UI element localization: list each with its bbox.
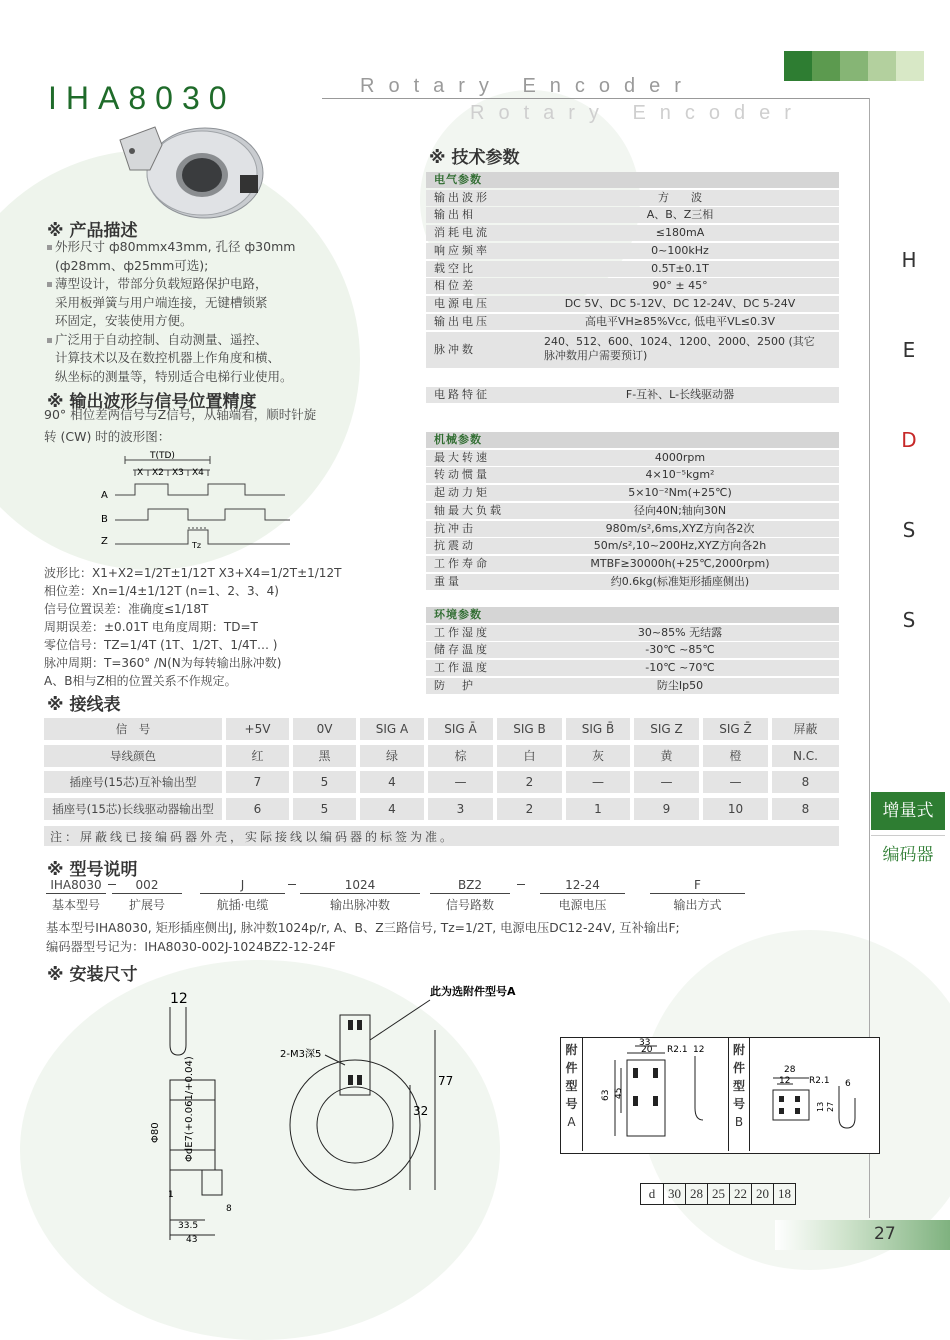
spec-row <box>426 521 839 537</box>
spec-value: -10℃ ~70℃ <box>645 661 715 675</box>
desc-line: 广泛用于自动控制、自动测量、遥控、 <box>47 331 407 350</box>
bullet-icon <box>47 245 52 250</box>
dim-12: 12 <box>693 1045 705 1055</box>
dim-r2-1: R2.1 <box>809 1076 830 1086</box>
model-label: 输出方式 <box>673 898 722 912</box>
note-line: 脉冲周期：T=360° /N(N为每转输出脉冲数) <box>44 656 282 670</box>
wiring-header-cell: SIG Z̄ <box>703 718 768 740</box>
spec-row <box>426 225 839 241</box>
model-dash <box>288 884 296 885</box>
note-line: 信号位置误差：准确度≤1/18T <box>44 602 209 616</box>
wave-label-A: A <box>101 490 108 501</box>
spec-row <box>426 642 839 658</box>
spec-value: ≤180mA <box>655 226 705 240</box>
wiring-cell: 6 <box>226 798 289 820</box>
wiring-note: 注：屏蔽线已接编码器外壳，实际接线以编码器的标签为准。 <box>50 830 456 844</box>
dim-13: 13 <box>816 1101 825 1112</box>
spec-key: 电源电压 <box>434 296 490 310</box>
wiring-header-cell: SIG Ā <box>428 718 493 740</box>
model-dash <box>517 884 525 885</box>
wave-label-X: X <box>137 468 144 478</box>
model-code: IHA8030 <box>46 878 106 894</box>
page-title: IHA8030 <box>48 80 236 116</box>
spec-value: 径向40N;轴向30N <box>633 503 727 517</box>
model-code: F <box>650 878 745 894</box>
desc-line: (ф28mm、ф25mm可选); <box>55 257 209 273</box>
spec-key: 响应频率 <box>434 243 490 257</box>
model-code: BZ2 <box>430 878 510 894</box>
dim-33-5: 33.5 <box>178 1221 199 1231</box>
dim-m3: 2-M3深5 <box>280 1049 322 1060</box>
wiring-header-cell: 0V <box>293 718 356 740</box>
note-line: 零位信号：TZ=1/4T (1T、1/2T、1/4T… ) <box>44 638 278 652</box>
model-example-1: 基本型号IHA8030, 矩形插座侧出J, 脉冲数1024p/r, A、B、Z三路信号, Tz=1/2T, 电源电压DC12-24V, 互补输出F; <box>46 921 680 935</box>
wiring-cell: 8 <box>772 771 839 793</box>
spec-value: 240、512、600、1024、1200、2000、2500 (其它 脉冲数用户需要预订) <box>544 335 815 363</box>
accessory-a-label: 附 件 型 号 A <box>561 1038 583 1151</box>
header-rule <box>322 98 870 99</box>
wiring-cell: N.C. <box>772 745 839 767</box>
spec-row <box>426 207 839 223</box>
header-color-bar <box>784 51 924 81</box>
bore-size-table <box>640 1183 796 1205</box>
page-number-bar <box>775 1220 950 1250</box>
spec-value: 90° ± 45° <box>652 279 708 293</box>
dim-1: 1 <box>168 1190 174 1200</box>
spec-head-environment <box>426 607 839 623</box>
dim-12: 12 <box>170 991 188 1007</box>
note-line: 相位差：Xn=1/4±1/12T (n=1、2、3、4) <box>44 584 279 598</box>
model-code: 12-24 <box>540 878 625 894</box>
wiring-cell: — <box>703 771 768 793</box>
spec-key: 轴最大负载 <box>434 503 504 517</box>
spec-row <box>426 450 839 466</box>
wiring-cell: 9 <box>634 798 699 820</box>
wiring-cell: — <box>428 771 493 793</box>
desc-line: 环固定，安装使用方便。 <box>55 313 193 328</box>
side-tab-encoder[interactable]: 编码器 <box>871 835 945 874</box>
dim-6: 6 <box>845 1079 851 1089</box>
wiring-cell: 插座号(15芯)长线驱动器输出型 <box>44 798 222 820</box>
spec-value: A、B、Z三相 <box>646 208 714 222</box>
desc-line: 外形尺寸 ф80mmx43mm, 孔径 ф30mm <box>47 238 407 257</box>
desc-line: 薄型设计，带部分负载短路保护电路， <box>47 275 407 294</box>
spec-row <box>426 296 839 312</box>
wiring-cell: 4 <box>360 771 424 793</box>
spec-value: F-互补、L-长线驱动器 <box>625 388 735 401</box>
model-code: 002 <box>112 878 182 894</box>
model-label: 扩展号 <box>128 898 165 912</box>
wiring-cell: 绿 <box>360 745 424 767</box>
bore-size-cell: 28 <box>685 1184 707 1204</box>
model-label: 电源电压 <box>558 898 607 912</box>
page-number: 27 <box>874 1224 896 1244</box>
dim-77: 77 <box>438 1074 454 1088</box>
spec-value: 4000rpm <box>654 450 706 464</box>
spec-key: 工作温度 <box>434 661 490 675</box>
spec-key: 脉冲数 <box>434 343 476 357</box>
spec-value: 980m/s²,6ms,XYZ方向各2次 <box>605 521 755 535</box>
spec-row <box>426 190 839 206</box>
spec-group-label: 环境参数 <box>434 608 482 621</box>
waveform-intro: 90° 相位差两信号与Z信号，从轴端看，顺时针旋 转 (CW) 时的波形图： <box>44 407 317 444</box>
model-dash <box>108 884 116 885</box>
spec-key: 载空比 <box>434 261 476 275</box>
wiring-cell: 7 <box>226 771 289 793</box>
desc-line: 纵坐标的测量等，特别适合电梯行业使用。 <box>55 368 293 384</box>
spec-row <box>426 261 839 277</box>
spec-row <box>426 485 839 501</box>
spec-group-label: 机械参数 <box>434 433 482 446</box>
spec-group-label: 电气参数 <box>434 173 482 186</box>
spec-key: 抗冲击 <box>434 521 476 535</box>
spec-value: 50m/s²,10~200Hz,XYZ方向各2h <box>593 539 767 553</box>
spec-row <box>426 625 839 641</box>
wiring-cell: — <box>634 771 699 793</box>
wiring-header-cell: 信 号 <box>44 718 222 740</box>
wiring-cell: 灰 <box>566 745 630 767</box>
spec-row <box>426 278 839 294</box>
wiring-header-cell: SIG Z <box>634 718 699 740</box>
dim-r2-1: R2.1 <box>667 1045 688 1055</box>
spec-row <box>426 660 839 676</box>
dim-12: 12 <box>779 1076 791 1086</box>
dim-32: 32 <box>413 1104 429 1118</box>
bullet-icon <box>47 338 52 343</box>
spec-value: 30~85% 无结露 <box>637 625 723 639</box>
bore-size-cell: 18 <box>773 1184 795 1204</box>
dim-phidE7: ΦdE7(+0.061/+0.04) <box>184 1056 195 1162</box>
wiring-cell: 10 <box>703 798 768 820</box>
spec-key: 电路特征 <box>434 388 490 401</box>
waveform-notes <box>44 564 414 690</box>
spec-key: 工作湿度 <box>434 625 490 639</box>
wiring-header-cell: SIG B̄ <box>566 718 630 740</box>
wiring-header-cell: SIG B <box>497 718 562 740</box>
spec-row <box>426 538 839 554</box>
wiring-cell: 插座号(15芯)互补输出型 <box>44 771 222 793</box>
wiring-cell: 棕 <box>428 745 493 767</box>
side-nav-letter-h[interactable]: H <box>901 248 917 272</box>
side-nav-letter-e[interactable]: E <box>902 338 916 362</box>
waveform-section-title: ※ 输出波形与信号位置精度 <box>47 392 257 412</box>
model-label: 基本型号 <box>51 898 100 912</box>
spec-key: 输出相 <box>434 208 476 222</box>
product-photo <box>110 115 270 220</box>
spec-key: 输出电压 <box>434 314 490 328</box>
spec-value: 5×10⁻²Nm(+25℃) <box>628 486 732 500</box>
dim-27: 27 <box>826 1101 835 1112</box>
spec-value: 约0.6kg(标准矩形插座侧出) <box>610 574 750 588</box>
wiring-cell: 5 <box>293 798 356 820</box>
subtitle-shadow: Rotary Encoder <box>470 102 805 124</box>
spec-row <box>426 556 839 572</box>
spec-key: 起动力矩 <box>434 486 490 500</box>
specs-section-title: ※ 技术参数 <box>429 148 520 168</box>
spec-value: 4×10⁻⁵kgm² <box>645 468 715 482</box>
attach-label: 此为选附件型号A <box>430 985 516 998</box>
wave-label-X4: X4 <box>192 468 204 478</box>
dim-8: 8 <box>226 1204 232 1214</box>
wave-label-B: B <box>101 514 108 525</box>
spec-key: 储存温度 <box>434 643 490 657</box>
desc-line: 计算技术以及在数控机器上作角度和横、 <box>55 350 281 365</box>
wave-label-X3: X3 <box>172 468 184 478</box>
spec-value: MTBF≥30000h(+25℃,2000rpm) <box>590 556 770 570</box>
wiring-cell: 8 <box>772 798 839 820</box>
spec-key: 抗震动 <box>434 539 476 553</box>
side-nav-letter-s[interactable]: S <box>902 608 916 632</box>
wiring-cell: 2 <box>497 798 562 820</box>
spec-key: 防 护 <box>434 678 476 692</box>
spec-head-electrical <box>426 172 839 188</box>
side-nav-letter-s[interactable]: S <box>902 518 916 542</box>
install-drawing-side <box>130 985 250 1245</box>
spec-key: 相位差 <box>434 279 476 293</box>
spec-row <box>426 678 839 694</box>
accessory-a-drawing <box>585 1038 725 1150</box>
model-label: 航插·电缆 <box>216 898 269 912</box>
bore-size-cell: 25 <box>707 1184 729 1204</box>
model-section-title: ※ 型号说明 <box>47 860 138 880</box>
spec-value: DC 5V、DC 5-12V、DC 12-24V、DC 5-24V <box>564 296 796 310</box>
wiring-cell: 3 <box>428 798 493 820</box>
wiring-cell: 橙 <box>703 745 768 767</box>
bore-size-cell: 22 <box>729 1184 751 1204</box>
note-line: 波形比：X1+X2=1/2T±1/12T X3+X4=1/2T±1/12T <box>44 566 342 580</box>
spec-key: 消耗电流 <box>434 226 490 240</box>
spec-key: 输出波形 <box>434 190 490 204</box>
note-line: A、B相与Z相的位置关系不作规定。 <box>44 674 237 688</box>
wiring-cell: 导线颜色 <box>44 745 222 767</box>
model-example-2: 编码器型号记为：IHA8030-002J-1024BZ2-12-24F <box>46 940 336 954</box>
bullet-icon <box>47 282 52 287</box>
spec-key: 工作寿命 <box>434 556 490 570</box>
bore-size-cell: d <box>648 1186 656 1201</box>
dim-63: 63 <box>601 1089 611 1101</box>
wiring-header-cell: SIG A <box>360 718 424 740</box>
spec-value: 方 波 <box>658 190 702 204</box>
spec-row <box>426 387 839 403</box>
spec-head-mechanical <box>426 432 839 448</box>
wiring-cell: — <box>566 771 630 793</box>
dim-43: 43 <box>186 1235 198 1245</box>
spec-key: 重量 <box>434 574 462 588</box>
spec-row <box>426 243 839 259</box>
spec-value: 防尘Ip50 <box>656 678 704 692</box>
wave-label-T: T(TD) <box>150 451 175 461</box>
desc-line: 采用板弹簧与用户端连接，无键槽锁紧 <box>55 294 268 310</box>
waveform-diagram <box>95 448 295 558</box>
spec-row <box>426 314 839 330</box>
product-description <box>47 238 407 386</box>
wiring-cell: 4 <box>360 798 424 820</box>
spec-value: 0.5T±0.1T <box>651 261 709 275</box>
wiring-cell: 黄 <box>634 745 699 767</box>
side-nav-letter-d[interactable]: D <box>901 428 917 452</box>
spec-value: 高电平VH≥85%Vcc, 低电平VL≤0.3V <box>585 314 775 328</box>
accessory-b-label: 附 件 型 号 B <box>728 1038 750 1151</box>
wiring-cell: 白 <box>497 745 562 767</box>
wiring-section-title: ※ 接线表 <box>47 695 121 715</box>
spec-row <box>426 574 839 590</box>
dim-phi80: Φ80 <box>150 1122 161 1143</box>
wiring-cell: 5 <box>293 771 356 793</box>
wiring-cell: 黑 <box>293 745 356 767</box>
dim-28: 28 <box>784 1065 796 1075</box>
model-label: 信号路数 <box>445 898 494 912</box>
note-line: 周期误差：±0.01T 电角度周期：TD=T <box>44 620 258 634</box>
spec-key: 最大转速 <box>434 450 490 464</box>
accessory-b-drawing <box>751 1038 877 1150</box>
install-drawing-front <box>260 975 560 1235</box>
wiring-cell: 1 <box>566 798 630 820</box>
wave-label-X2: X2 <box>152 468 164 478</box>
bore-size-cell: 20 <box>751 1184 773 1204</box>
spec-row <box>426 503 839 519</box>
wave-label-Z: Z <box>101 536 108 547</box>
dim-20: 20 <box>641 1045 653 1055</box>
wave-label-Tz: Tz <box>192 541 202 550</box>
spec-value: -30℃ ~85℃ <box>645 643 715 657</box>
subtitle: Rotary Encoder <box>360 75 695 97</box>
wiring-cell: 2 <box>497 771 562 793</box>
product-section-title: ※ 产品描述 <box>47 221 138 241</box>
side-tab-incremental[interactable]: 增量式 <box>871 792 945 830</box>
spec-key: 转动惯量 <box>434 468 490 482</box>
wiring-cell: 红 <box>226 745 289 767</box>
wiring-header-cell: 屏蔽 <box>772 718 839 740</box>
dim-33: 33 <box>639 1038 651 1048</box>
model-code: 1024 <box>300 878 420 894</box>
wiring-header-cell: +5V <box>226 718 289 740</box>
model-code: J <box>200 878 285 894</box>
spec-value: 0~100kHz <box>651 243 709 257</box>
model-label: 输出脉冲数 <box>329 898 390 912</box>
spec-row <box>426 467 839 483</box>
bore-size-cell: 30 <box>663 1184 685 1204</box>
install-section-title: ※ 安装尺寸 <box>47 965 138 985</box>
dim-45: 45 <box>614 1087 624 1099</box>
spec-row-pulse <box>426 332 839 368</box>
